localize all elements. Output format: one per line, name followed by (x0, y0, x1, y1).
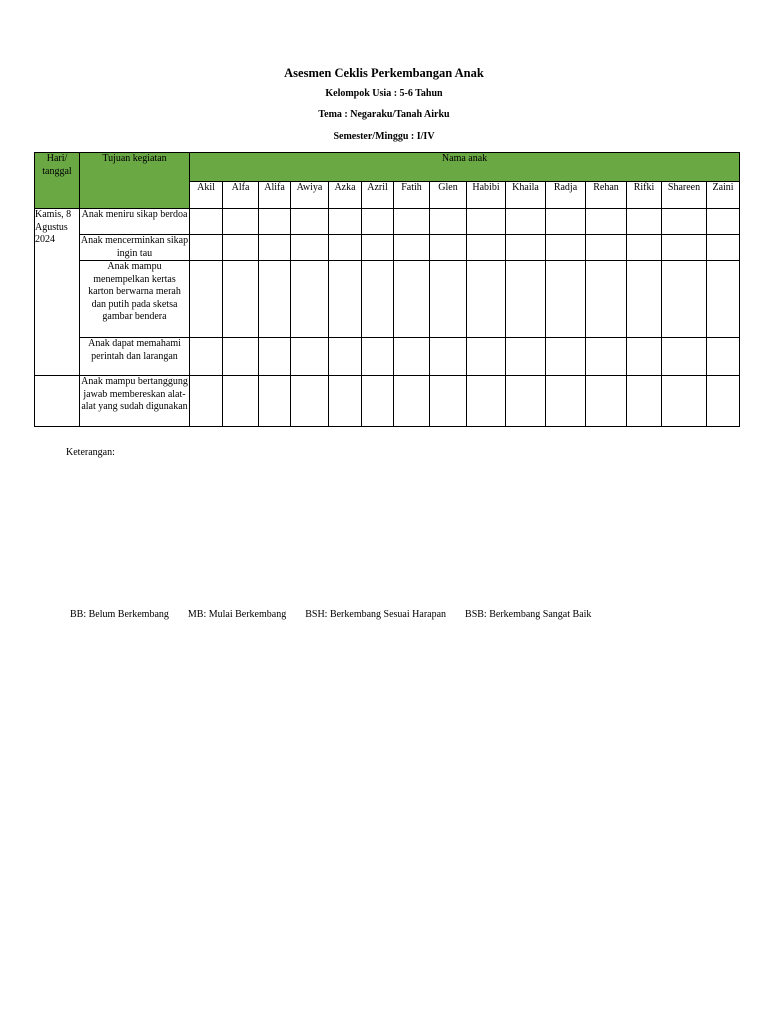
check-cell[interactable] (707, 235, 740, 261)
legend-item-bsb: BSB: Berkembang Sangat Baik (465, 609, 592, 620)
check-cell[interactable] (291, 209, 329, 235)
check-cell[interactable] (586, 338, 627, 376)
day-cell: Kamis, 8 Agustus 2024 (35, 209, 80, 376)
check-cell[interactable] (430, 261, 467, 338)
check-cell[interactable] (506, 338, 546, 376)
check-cell[interactable] (190, 338, 223, 376)
child-name-header: Glen (430, 182, 467, 209)
check-cell[interactable] (662, 261, 707, 338)
notes-label: Keterangan: (66, 447, 115, 458)
check-cell[interactable] (506, 261, 546, 338)
check-cell[interactable] (223, 209, 259, 235)
check-cell[interactable] (707, 376, 740, 427)
legend-item-mb: MB: Mulai Berkembang (187, 609, 287, 620)
check-cell[interactable] (627, 261, 662, 338)
check-cell[interactable] (394, 209, 430, 235)
column-header-day: Hari/ tanggal (35, 153, 80, 209)
check-cell[interactable] (223, 235, 259, 261)
check-cell[interactable] (586, 235, 627, 261)
check-cell[interactable] (329, 261, 362, 338)
legend-item-bsh: BSH: Berkembang Sesuai Harapan (305, 609, 447, 620)
check-cell[interactable] (362, 261, 394, 338)
check-cell[interactable] (259, 376, 291, 427)
check-cell[interactable] (394, 376, 430, 427)
child-name-header: Shareen (662, 182, 707, 209)
check-cell[interactable] (362, 209, 394, 235)
check-cell[interactable] (223, 376, 259, 427)
page-title: Asesmen Ceklis Perkembangan Anak (284, 66, 484, 80)
check-cell[interactable] (506, 209, 546, 235)
check-cell[interactable] (190, 209, 223, 235)
check-cell[interactable] (467, 235, 506, 261)
check-cell[interactable] (506, 376, 546, 427)
check-cell[interactable] (430, 209, 467, 235)
check-cell[interactable] (329, 338, 362, 376)
subtitle-semester: Semester/Minggu : I/IV (333, 131, 435, 142)
check-cell[interactable] (329, 209, 362, 235)
child-name-header: Fatih (394, 182, 430, 209)
child-name-header: Rifki (627, 182, 662, 209)
check-cell[interactable] (586, 376, 627, 427)
child-name-header: Rehan (586, 182, 627, 209)
day-cell-empty (35, 376, 80, 427)
check-cell[interactable] (362, 376, 394, 427)
check-cell[interactable] (394, 261, 430, 338)
check-cell[interactable] (394, 235, 430, 261)
check-cell[interactable] (627, 209, 662, 235)
check-cell[interactable] (627, 376, 662, 427)
child-name-header: Habibi (467, 182, 506, 209)
check-cell[interactable] (707, 261, 740, 338)
child-name-header: Khaila (506, 182, 546, 209)
goal-cell: Anak mampu menempelkan kertas karton berwarna merah dan putih pada sketsa gambar bendera (80, 261, 190, 338)
check-cell[interactable] (467, 338, 506, 376)
check-cell[interactable] (467, 261, 506, 338)
column-header-names: Nama anak (190, 153, 740, 182)
check-cell[interactable] (662, 376, 707, 427)
check-cell[interactable] (546, 209, 586, 235)
check-cell[interactable] (662, 338, 707, 376)
check-cell[interactable] (394, 338, 430, 376)
check-cell[interactable] (223, 338, 259, 376)
subtitle-theme: Tema : Negaraku/Tanah Airku (318, 109, 450, 120)
check-cell[interactable] (546, 376, 586, 427)
check-cell[interactable] (259, 338, 291, 376)
check-cell[interactable] (259, 209, 291, 235)
check-cell[interactable] (627, 235, 662, 261)
check-cell[interactable] (467, 376, 506, 427)
goal-cell: Anak mencerminkan sikap ingin tau (80, 235, 189, 259)
check-cell[interactable] (362, 235, 394, 261)
check-cell[interactable] (430, 338, 467, 376)
child-name-header: Alfa (223, 182, 259, 209)
check-cell[interactable] (430, 376, 467, 427)
goal-cell: Anak dapat memahami perintah dan larangan (80, 338, 190, 376)
check-cell[interactable] (707, 209, 740, 235)
check-cell[interactable] (662, 209, 707, 235)
goal-cell: Anak mampu bertanggung jawab membereskan alat-alat yang sudah digunakan (80, 376, 190, 427)
check-cell[interactable] (329, 235, 362, 261)
check-cell[interactable] (546, 261, 586, 338)
table-row (35, 209, 740, 235)
check-cell[interactable] (362, 338, 394, 376)
table-row (35, 261, 740, 338)
child-name-header: Akil (190, 182, 223, 209)
check-cell[interactable] (707, 338, 740, 376)
table-row (35, 235, 740, 261)
check-cell[interactable] (586, 209, 627, 235)
check-cell[interactable] (662, 235, 707, 261)
child-name-header: Azril (362, 182, 394, 209)
table-body (35, 209, 740, 427)
legend (70, 609, 610, 620)
column-header-goal: Tujuan kegiatan (80, 153, 190, 209)
check-cell[interactable] (223, 261, 259, 338)
check-cell[interactable] (506, 235, 546, 261)
subtitle-age-group: Kelompok Usia : 5-6 Tahun (325, 88, 443, 99)
check-cell[interactable] (467, 209, 506, 235)
check-cell[interactable] (291, 376, 329, 427)
table-row (35, 338, 740, 376)
child-name-header: Radja (546, 182, 586, 209)
goal-cell: Anak meniru sikap berdoa (80, 209, 190, 235)
check-cell[interactable] (291, 261, 329, 338)
checklist-table (34, 152, 740, 427)
check-cell[interactable] (259, 235, 291, 261)
child-name-header: Azka (329, 182, 362, 209)
check-cell[interactable] (259, 261, 291, 338)
check-cell[interactable] (329, 376, 362, 427)
check-cell[interactable] (190, 376, 223, 427)
check-cell[interactable] (190, 261, 223, 338)
check-cell[interactable] (546, 235, 586, 261)
check-cell[interactable] (627, 338, 662, 376)
table-row (35, 376, 740, 427)
child-name-header: Alifa (259, 182, 291, 209)
check-cell[interactable] (190, 235, 223, 261)
legend-item-bb: BB: Belum Berkembang (70, 609, 169, 620)
check-cell[interactable] (291, 338, 329, 376)
child-name-header: Zaini (707, 182, 740, 209)
check-cell[interactable] (430, 235, 467, 261)
child-name-header: Awiya (291, 182, 329, 209)
check-cell[interactable] (586, 261, 627, 338)
check-cell[interactable] (546, 338, 586, 376)
check-cell[interactable] (291, 235, 329, 261)
